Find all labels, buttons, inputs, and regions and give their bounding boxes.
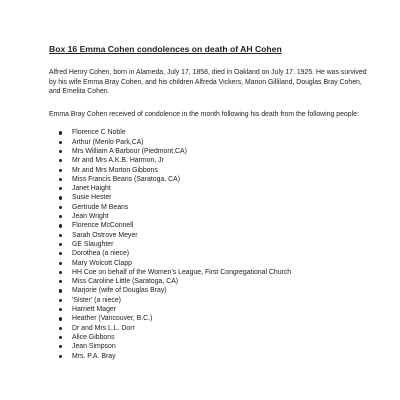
list-item-text: Susie Hester	[72, 194, 112, 202]
list-item	[59, 156, 370, 165]
bullet-icon	[59, 252, 62, 255]
list-item-text: Dr and Mrs L.L. Dorr	[72, 324, 135, 332]
list-item	[59, 352, 370, 361]
document-title: Box 16 Emma Cohen condolences on death of AH Cohen	[49, 44, 282, 54]
bullet-icon	[59, 299, 62, 302]
list-item-text: Jean Simpson	[72, 343, 116, 351]
list-item-text: Mary Wolcott Clapp	[72, 259, 132, 267]
list-item-text: Marjorie (wife of Douglas Bray)	[72, 287, 167, 295]
list-item-text: Florence C Noble	[72, 129, 126, 137]
list-item	[59, 147, 370, 156]
list-item-text: Mrs. P.A. Bray	[72, 352, 116, 360]
bullet-icon	[59, 327, 62, 330]
bullet-icon	[59, 159, 62, 162]
list-item	[59, 203, 370, 212]
list-item	[59, 314, 370, 323]
bullet-icon	[59, 234, 62, 237]
list-item-text: HH Coe on behalf of the Women's League, First Congregational Church	[72, 268, 292, 276]
list-item	[59, 342, 370, 351]
list-item-text: Gertrude M Beans	[72, 203, 129, 211]
list-item	[59, 296, 370, 305]
list-item-text: Mr and Mrs Morton Gibbons	[72, 166, 158, 174]
list-item-text: 'Sister' (a niece)	[72, 296, 121, 304]
bullet-icon	[59, 345, 62, 348]
list-item	[59, 128, 370, 137]
list-item	[59, 184, 370, 193]
bullet-icon	[59, 280, 62, 283]
bullet-icon	[59, 131, 62, 134]
list-item	[59, 212, 370, 221]
bullet-icon	[59, 178, 62, 181]
list-item	[59, 166, 370, 175]
list-item	[59, 286, 370, 295]
list-item	[59, 324, 370, 333]
list-item-text: Janet Haight	[72, 185, 111, 193]
list-item	[59, 277, 370, 286]
bullet-icon	[59, 336, 62, 339]
bullet-icon	[59, 187, 62, 190]
bullet-icon	[59, 308, 62, 311]
bullet-icon	[59, 289, 62, 292]
list-item-text: Jean Wright	[72, 213, 109, 221]
bullet-icon	[59, 141, 62, 144]
list-item-text: Arthur (Menlo Park,CA)	[72, 138, 144, 146]
bullet-icon	[59, 169, 62, 172]
bullet-icon	[59, 224, 62, 227]
bullet-icon	[59, 262, 62, 265]
bullet-icon	[59, 271, 62, 274]
list-item-text: Sarah Ostrove Meyer	[72, 231, 138, 239]
list-item-text: GE Slaughter	[72, 240, 114, 248]
condolence-paragraph: Emma Bray Cohen received of condolence in the month following his death from the following people:	[49, 110, 359, 118]
condolence-list	[49, 128, 370, 360]
bullet-icon	[59, 206, 62, 209]
list-item	[59, 231, 370, 240]
list-item-text: Harriett Mager	[72, 306, 117, 314]
list-item-text: Alice Gibbons	[72, 333, 115, 341]
bullet-icon	[59, 150, 62, 153]
list-item-text: Mr and Mrs A.K.B. Harmon, Jr	[72, 157, 164, 165]
list-item	[59, 240, 370, 249]
bullet-icon	[59, 196, 62, 199]
list-item-text: Mrs William A Barbour (Piedmont,CA)	[72, 147, 187, 155]
list-item-text: Heather (Vancouver, B.C.)	[72, 315, 153, 323]
list-item	[59, 221, 370, 230]
list-item	[59, 175, 370, 184]
list-item-text: Miss Caroline Little (Saratoga, CA)	[72, 278, 179, 286]
list-item	[59, 249, 370, 258]
bullet-icon	[59, 317, 62, 320]
bullet-icon	[59, 243, 62, 246]
list-item-text: Florence McConnell	[72, 222, 134, 230]
list-item	[59, 193, 370, 202]
list-item	[59, 138, 370, 147]
list-item-text: Dorothea (a niece)	[72, 250, 130, 258]
list-item	[59, 305, 370, 314]
list-item	[59, 268, 370, 277]
list-item-text: Miss Francis Beans (Saratoga, CA)	[72, 175, 180, 183]
intro-paragraph: Alfred Henry Cohen, born in Alameda, July 17, 1858, died in Oakland on July 17. 1925. He was survived by his wife Emma Bray Cohen, and his children Alfreda Vickers, Marion Gilliland, Douglas Bray Cohen, and Emelita Cohen.	[49, 69, 367, 96]
bullet-icon	[59, 215, 62, 218]
bullet-icon	[59, 355, 62, 358]
list-item	[59, 333, 370, 342]
list-item	[59, 259, 370, 268]
